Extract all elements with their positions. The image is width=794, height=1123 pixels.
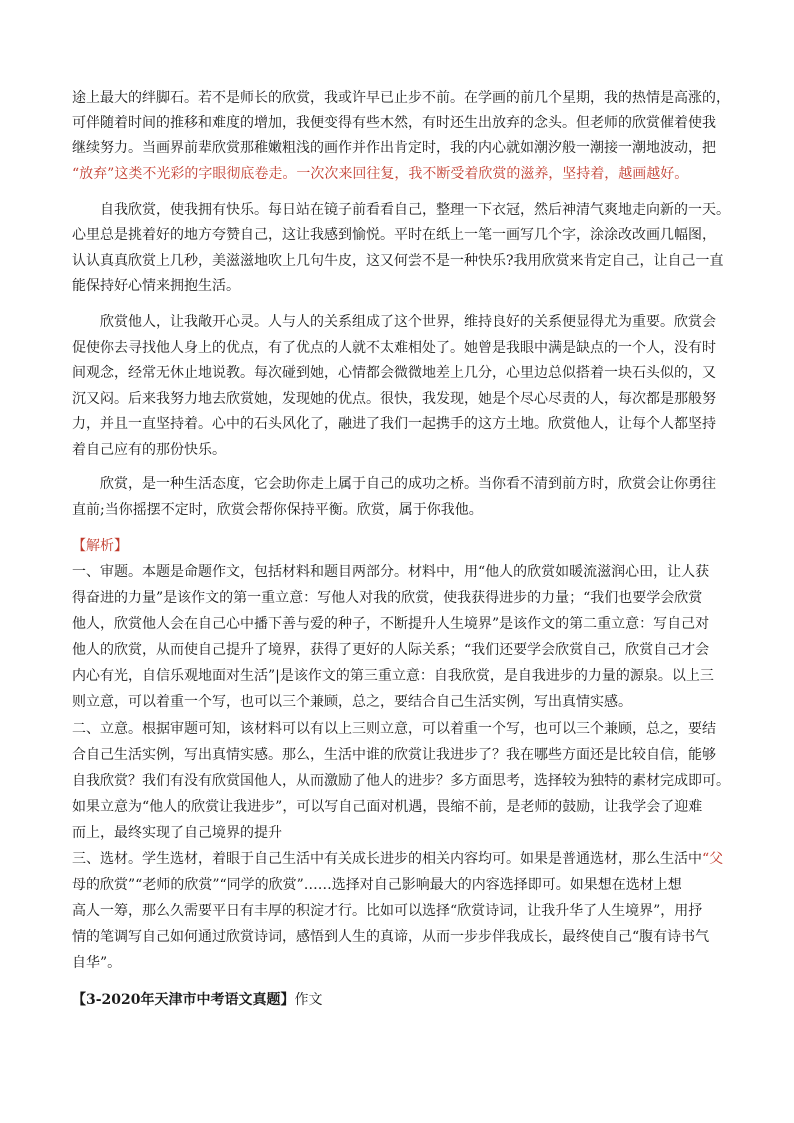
text-segment: 情的笔调写自己如何通过欣赏诗词，感悟到人生的真谛，从而一步步伴我成长，最终使自己“腹有诗书气 <box>72 929 710 945</box>
text-segment: 母的欣赏”“老师的欣赏”“同学的欣赏”……选择对自己影响最大的内容选择即可。如果想在选材上想 <box>72 877 682 893</box>
text-line <box>72 440 226 460</box>
text-line <box>72 666 714 686</box>
text-segment: 可伴随着时间的推移和难度的增加，我便变得有些木然，有时还生出放弃的念头。但老师的欣赏催着使我 <box>72 115 716 131</box>
text-line <box>72 138 716 158</box>
text-line <box>72 719 716 739</box>
text-line <box>72 562 709 582</box>
text-segment: 途上最大的绊脚石。若不是师长的欣赏，我或许早已止步不前。在学画的前几个星期，我的热情是高涨的， <box>72 90 730 106</box>
text-segment: 如果立意为“他人的欣赏让我进步”，可以写自己面对机遇，畏缩不前，是老师的鼓励，让我学会了迎难 <box>72 799 703 815</box>
text-line <box>72 990 323 1010</box>
text-line <box>72 88 730 108</box>
text-segment: 着自己应有的那份快乐。 <box>72 442 226 458</box>
text-segment: 能保持好心情来拥抱生活。 <box>72 278 240 294</box>
text-line <box>72 745 716 765</box>
text-line <box>72 251 724 271</box>
text-line <box>72 849 723 869</box>
text-segment: 而上，最终实现了自己境界的提升 <box>72 825 282 841</box>
text-line <box>72 588 702 608</box>
text-line <box>72 500 483 520</box>
text-line <box>72 771 730 791</box>
text-line <box>72 953 121 973</box>
text-segment: 高人一筹，那么久需要平日有丰厚的积淀才行。比如可以选择“欣赏诗词，让我升华了人生境界”，用抒 <box>72 903 703 919</box>
text-segment: 他人，欣赏他人会在自己心中播下善与爱的种子，不断提升人生境界”是该作文的第二重立意：写自己对 <box>72 616 710 632</box>
text-line <box>72 363 716 383</box>
text-segment: 心里总是挑着好的地方夸赞自己，这让我感到愉悦。平时在纸上一笔一画写几个字，涂涂改改画几幅图， <box>72 227 716 243</box>
text-line <box>72 276 240 296</box>
text-line <box>72 200 730 220</box>
text-line <box>72 614 709 634</box>
text-segment: 直前;当你摇摆不定时，欣赏会帮你保持平衡。欣赏，属于你我他。 <box>72 502 483 518</box>
text-segment: 内心有光，自信乐观地面对生活”|是该作文的第三重立意：自我欣赏，是自我进步的力量的源泉。以上三 <box>72 668 714 684</box>
text-segment: 继续努力。当画界前辈欣赏那稚嫩粗浅的画作并作出肯定时，我的内心就如潮汐般一潮接一潮地波动，把 <box>72 140 716 156</box>
highlighted-text: 【解析】 <box>72 538 128 554</box>
highlighted-text: “放弃”这类不光彩的字眼彻底卷走。一次次来回往复，我不断受着欣赏的滋养，坚持着，越画越好。 <box>72 166 689 182</box>
text-line <box>72 113 716 133</box>
text-line <box>72 797 702 817</box>
text-line <box>72 338 716 358</box>
text-line <box>72 640 709 660</box>
text-line <box>72 389 716 409</box>
text-segment: 间观念，经常无休止地说教。每次碰到她，心情都会微微地差上几分，心里边总似搭着一块石头似的，又 <box>72 365 716 381</box>
text-segment: 认认真真欣赏上几秒，美滋滋地吹上几句牛皮，这又何尝不是一种快乐?我用欣赏来肯定自己，让自己一直 <box>72 253 724 269</box>
text-segment: 合自己生活实例，写出真情实感。那么，生活中谁的欣赏让我进步了？我在哪些方面还是比较自信，能够 <box>72 747 716 763</box>
text-line <box>72 823 282 843</box>
text-line <box>72 901 702 921</box>
text-segment: 欣赏，是一种生活态度，它会助你走上属于自己的成功之桥。当你看不清到前方时，欣赏会让你勇往 <box>72 476 716 492</box>
text-segment: 自我欣赏，使我拥有快乐。每日站在镜子前看看自己，整理一下衣冠，然后神清气爽地走向新的一天。 <box>72 202 730 218</box>
text-line <box>72 312 716 332</box>
bold-text: 【3-2020年天津市中考语文真题】 <box>72 992 295 1008</box>
text-line <box>72 927 709 947</box>
text-segment: 自我欣赏？我们有没有欣赏国他人，从而激励了他人的进步？多方面思考，选择较为独特的素材完成即可。 <box>72 773 730 789</box>
text-segment: 得奋进的力量”是该作文的第一重立意：写他人对我的欣赏，使我获得进步的力量；“我们也要学会欣赏 <box>72 590 703 606</box>
text-segment: 自华”。 <box>72 955 122 971</box>
text-line <box>72 474 716 494</box>
text-line <box>72 875 682 895</box>
text-line <box>72 164 688 184</box>
text-line <box>72 692 632 712</box>
text-segment: 二、立意。根据审题可知，该材料可以有以上三则立意，可以着重一个写，也可以三个兼顾，总之，要结 <box>72 721 716 737</box>
text-segment: 促使你去寻找他人身上的优点，有了优点的人就不太难相处了。她曾是我眼中满是缺点的一个人，没有时 <box>72 340 716 356</box>
text-segment: 他人的欣赏，从而使自己提升了境界，获得了更好的人际关系；“我们还要学会欣赏自己，欣赏自己才会 <box>72 642 710 658</box>
text-segment: 力，并且一直坚持着。心中的石头风化了，融进了我们一起携手的这方土地。欣赏他人，让每个人都坚持 <box>72 416 716 432</box>
text-segment: 作文 <box>294 992 323 1008</box>
text-segment: 欣赏他人，让我敞开心灵。人与人的关系组成了这个世界，维持良好的关系便显得尤为重要。欣赏会 <box>72 314 716 330</box>
text-segment: 则立意，可以着重一个写，也可以三个兼顾，总之，要结合自己生活实例，写出真情实感。 <box>72 694 632 710</box>
text-segment: 一、审题。本题是命题作文，包括材料和题目两部分。材料中，用“他人的欣赏如暖流滋润心田，让人获 <box>72 564 710 580</box>
text-line <box>72 536 128 556</box>
highlighted-text: “父 <box>702 851 724 867</box>
text-segment: 三、选材。学生选材，着眼于自己生活中有关成长进步的相关内容均可。如果是普通选材，那么生活中 <box>72 851 702 867</box>
text-line <box>72 225 716 245</box>
text-segment: 沉又闷。后来我努力地去欣赏她，发现她的优点。很快，我发现，她是个尽心尽责的人，每次都是那般努 <box>72 391 716 407</box>
text-line <box>72 414 716 434</box>
